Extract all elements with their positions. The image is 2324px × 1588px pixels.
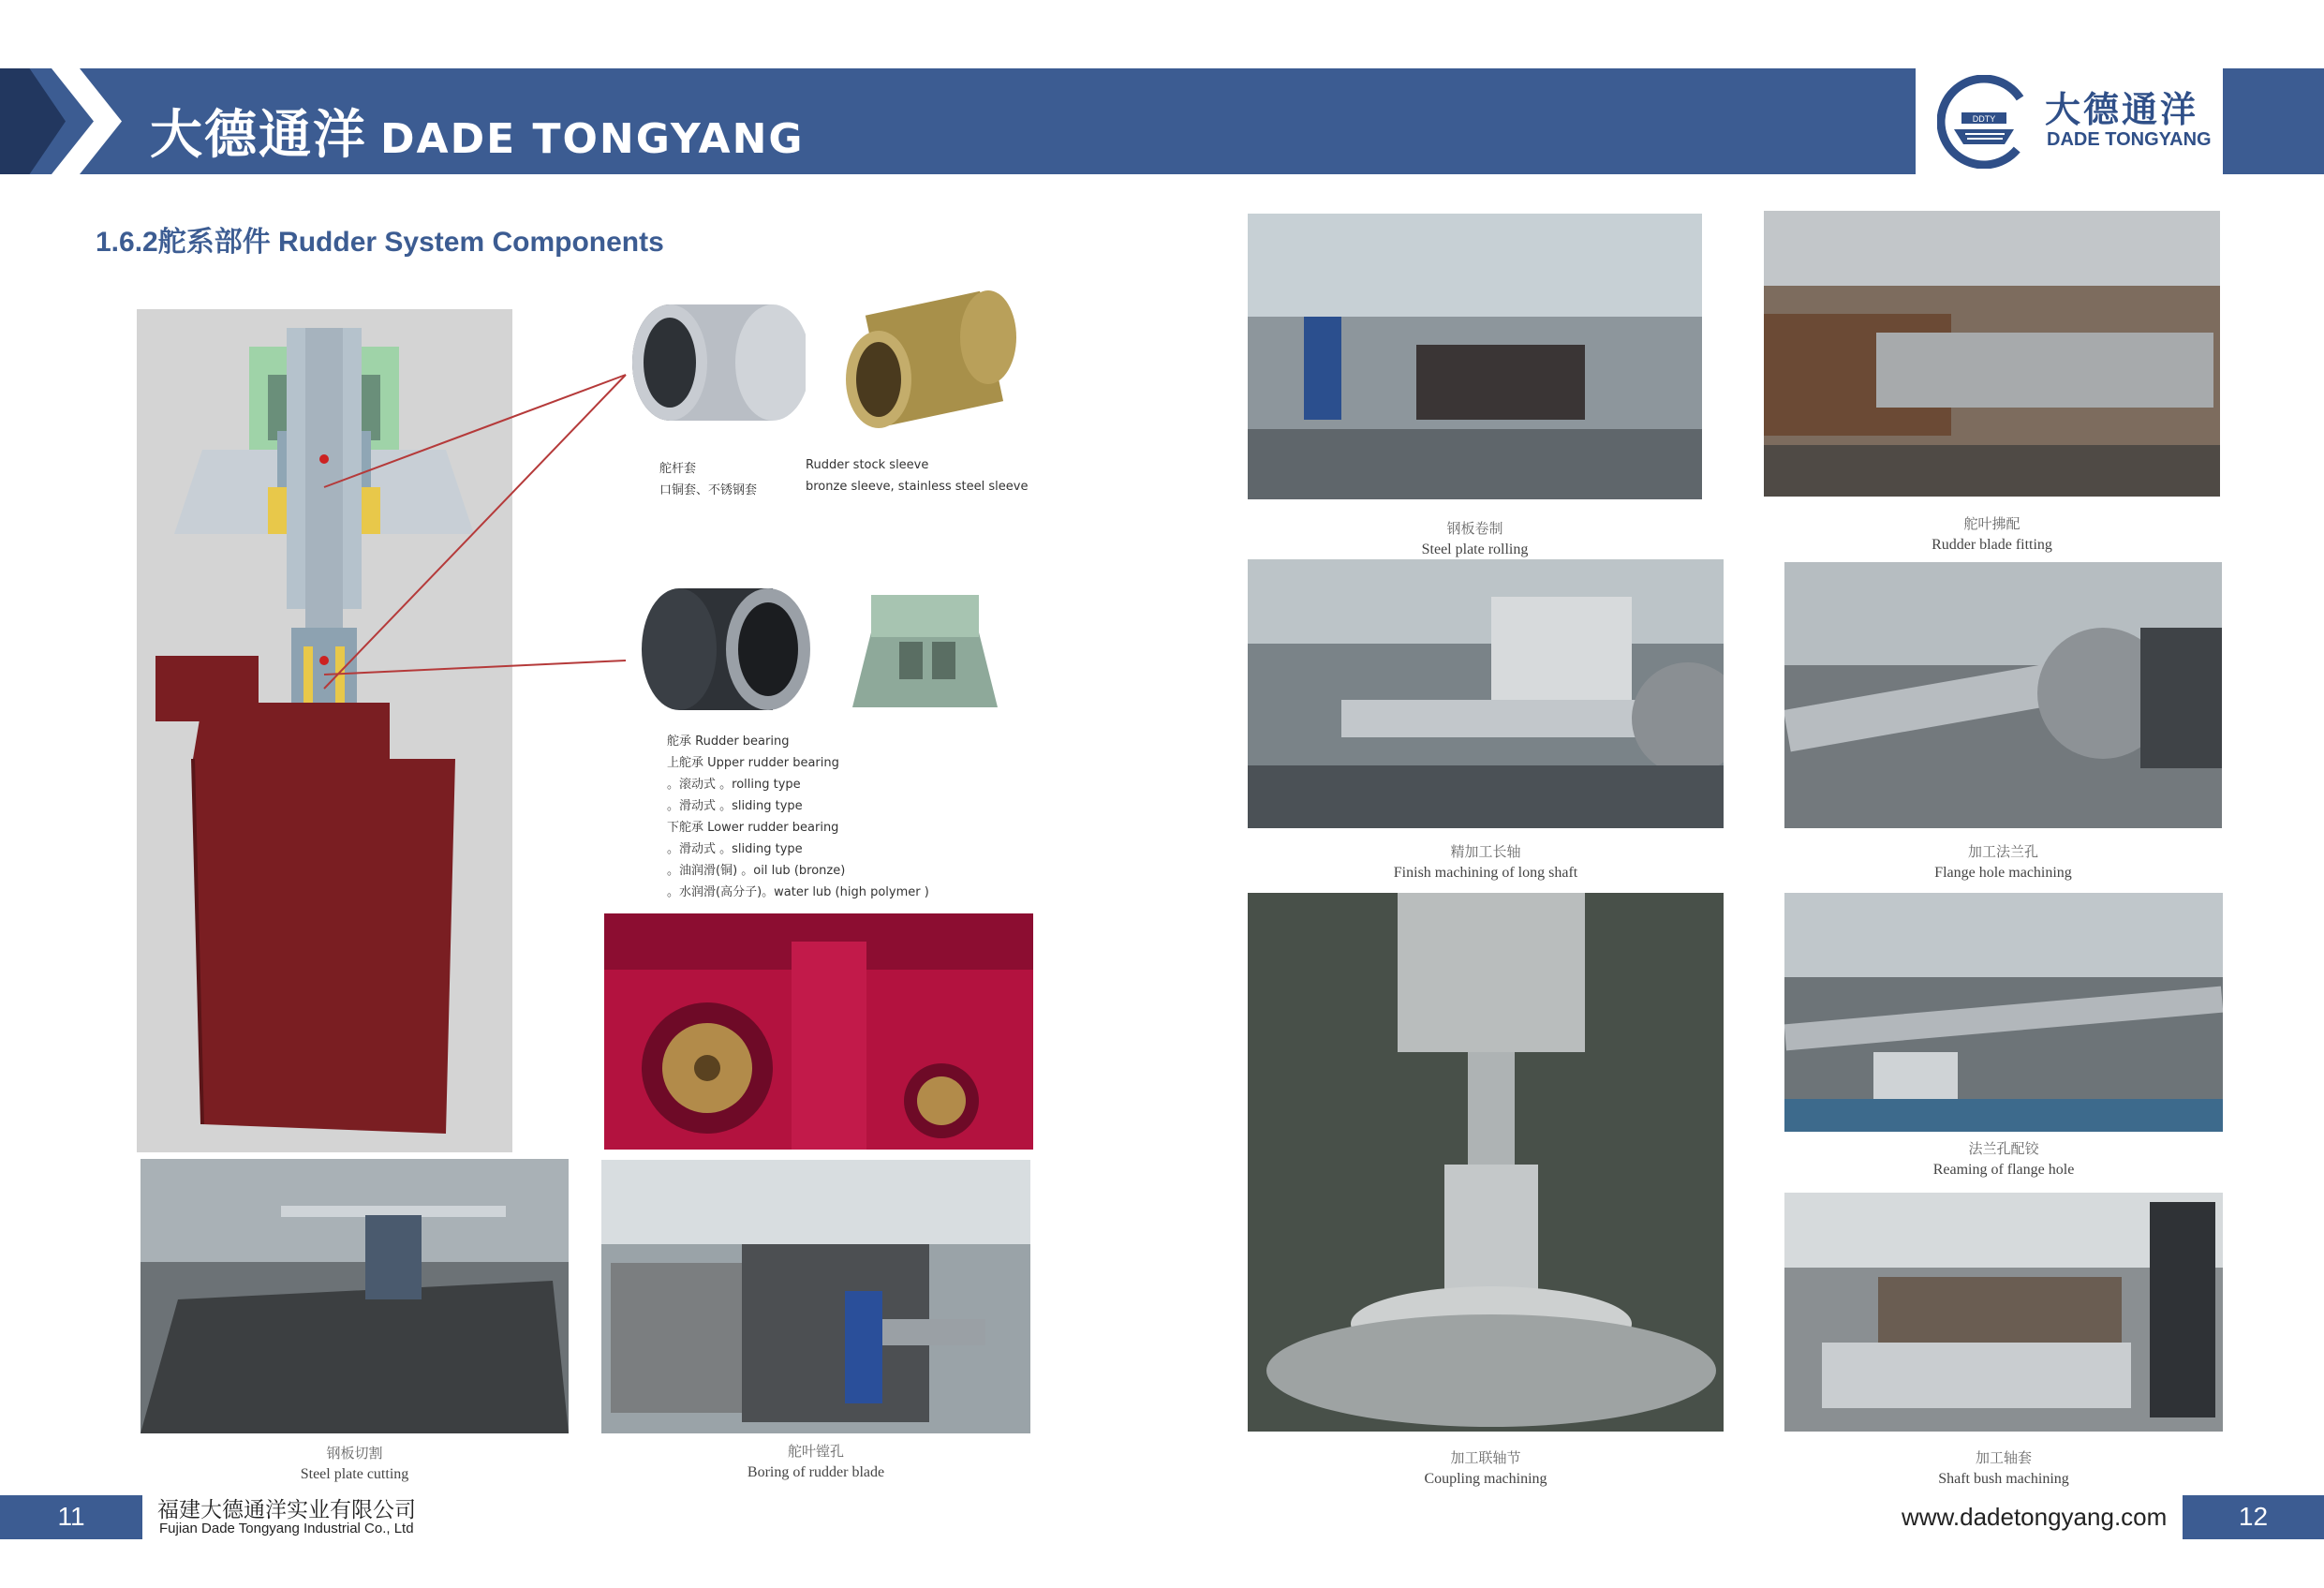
caption-en: Steel plate cutting — [300, 1466, 409, 1482]
bearing-housing-image — [843, 576, 1007, 717]
logo-badge: DDTY — [1972, 114, 1996, 124]
caption-en: Coupling machining — [1424, 1471, 1547, 1487]
sleeve-label-en-2: bronze sleeve, stainless steel sleeve — [806, 480, 1029, 494]
caption-en: Steel plate rolling — [1421, 542, 1529, 557]
stainless-sleeve-image — [628, 292, 806, 433]
caption-cn: 钢板切割 — [326, 1445, 383, 1462]
header-title — [150, 94, 805, 169]
caption-rudder-blade-fitting — [1764, 513, 2220, 554]
ship-stern-photo — [604, 913, 1033, 1150]
caption-cn: 加工法兰孔 — [1967, 843, 2038, 860]
caption-en: Shaft bush machining — [1938, 1471, 2069, 1487]
caption-en: Flange hole machining — [1934, 865, 2072, 881]
caption-cn: 舵叶镗孔 — [787, 1443, 844, 1460]
bearing-spec-line: 上舵承 Upper rudder bearing — [667, 756, 839, 770]
caption-en: Rudder blade fitting — [1932, 537, 2052, 553]
finish-machining-photo — [1248, 559, 1724, 828]
bearing-spec-line: 。滚动式 。rolling type — [667, 778, 801, 792]
bearing-spec-line: 。滑动式 。sliding type — [667, 799, 803, 813]
caption-boring-rudder-blade — [601, 1441, 1030, 1481]
website-link[interactable]: www.dadetongyang.com — [1902, 1503, 2168, 1531]
bearing-spec-line: 。油润滑(铜) 。oil lub (bronze) — [667, 864, 846, 878]
caption-flange-hole-machining — [1784, 841, 2222, 882]
steel-plate-cutting-photo — [141, 1159, 569, 1433]
caption-en: Finish machining of long shaft — [1393, 865, 1578, 881]
caption-cn: 加工联轴节 — [1450, 1449, 1521, 1466]
caption-cn: 法兰孔配铰 — [1968, 1140, 2039, 1157]
caption-finish-machining — [1248, 841, 1724, 882]
callout-lines — [318, 365, 628, 693]
caption-cn: 钢板卷制 — [1446, 520, 1503, 537]
section-title: 1.6.2舵系部件 Rudder System Components — [96, 227, 664, 258]
sleeve-label-cn-1: 舵杆套 — [659, 462, 697, 476]
header-title-cn: 大德通洋 — [150, 105, 367, 166]
bronze-sleeve-image — [834, 286, 1030, 431]
header-title-en: DADE TONGYANG — [380, 115, 805, 163]
caption-en: Reaming of flange hole — [1932, 1162, 2075, 1178]
caption-reaming-flange-hole — [1784, 1138, 2223, 1179]
steel-plate-rolling-photo — [1248, 214, 1702, 499]
caption-steel-plate-rolling — [1248, 518, 1702, 558]
page-number-right: 12 — [2238, 1502, 2269, 1531]
shaft-bush-machining-photo — [1784, 1193, 2223, 1432]
reaming-flange-hole-photo — [1784, 893, 2223, 1132]
header-right-block — [2223, 68, 2324, 174]
boring-rudder-blade-photo — [601, 1160, 1030, 1433]
caption-steel-plate-cutting — [141, 1443, 569, 1483]
flange-hole-machining-photo — [1784, 562, 2222, 828]
coupling-machining-photo — [1248, 893, 1724, 1432]
bearing-spec-line: 。滑动式 。sliding type — [667, 842, 803, 856]
sleeve-label-cn-2: 口铜套、不锈钢套 — [659, 483, 758, 497]
sleeve-label-en-1: Rudder stock sleeve — [806, 458, 929, 472]
rudder-bearing-image — [637, 579, 815, 720]
caption-cn: 加工轴套 — [1975, 1449, 2032, 1466]
caption-shaft-bush-machining — [1784, 1447, 2223, 1488]
company-name-cn: 福建大德通洋实业有限公司 — [157, 1498, 416, 1522]
caption-coupling-machining — [1248, 1447, 1724, 1488]
logo-name-cn: 大德通洋 — [2045, 89, 2199, 130]
page-number-left: 11 — [57, 1502, 85, 1531]
rudder-blade-fitting-photo — [1764, 211, 2220, 497]
bearing-spec-line: 下舵承 Lower rudder bearing — [667, 821, 839, 835]
bearing-spec-line: 。水润滑(高分子)。water lub (high polymer ) — [667, 885, 929, 899]
caption-cn: 舵叶拂配 — [1963, 515, 2021, 532]
logo-name-en: DADE TONGYANG — [2047, 129, 2212, 150]
company-name-en: Fujian Dade Tongyang Industrial Co., Ltd — [159, 1521, 414, 1536]
caption-cn: 精加工长轴 — [1450, 843, 1521, 860]
bearing-spec-line: 舵承 Rudder bearing — [667, 735, 790, 749]
caption-en: Boring of rudder blade — [747, 1464, 885, 1480]
ship-logo-icon — [1937, 75, 2031, 169]
